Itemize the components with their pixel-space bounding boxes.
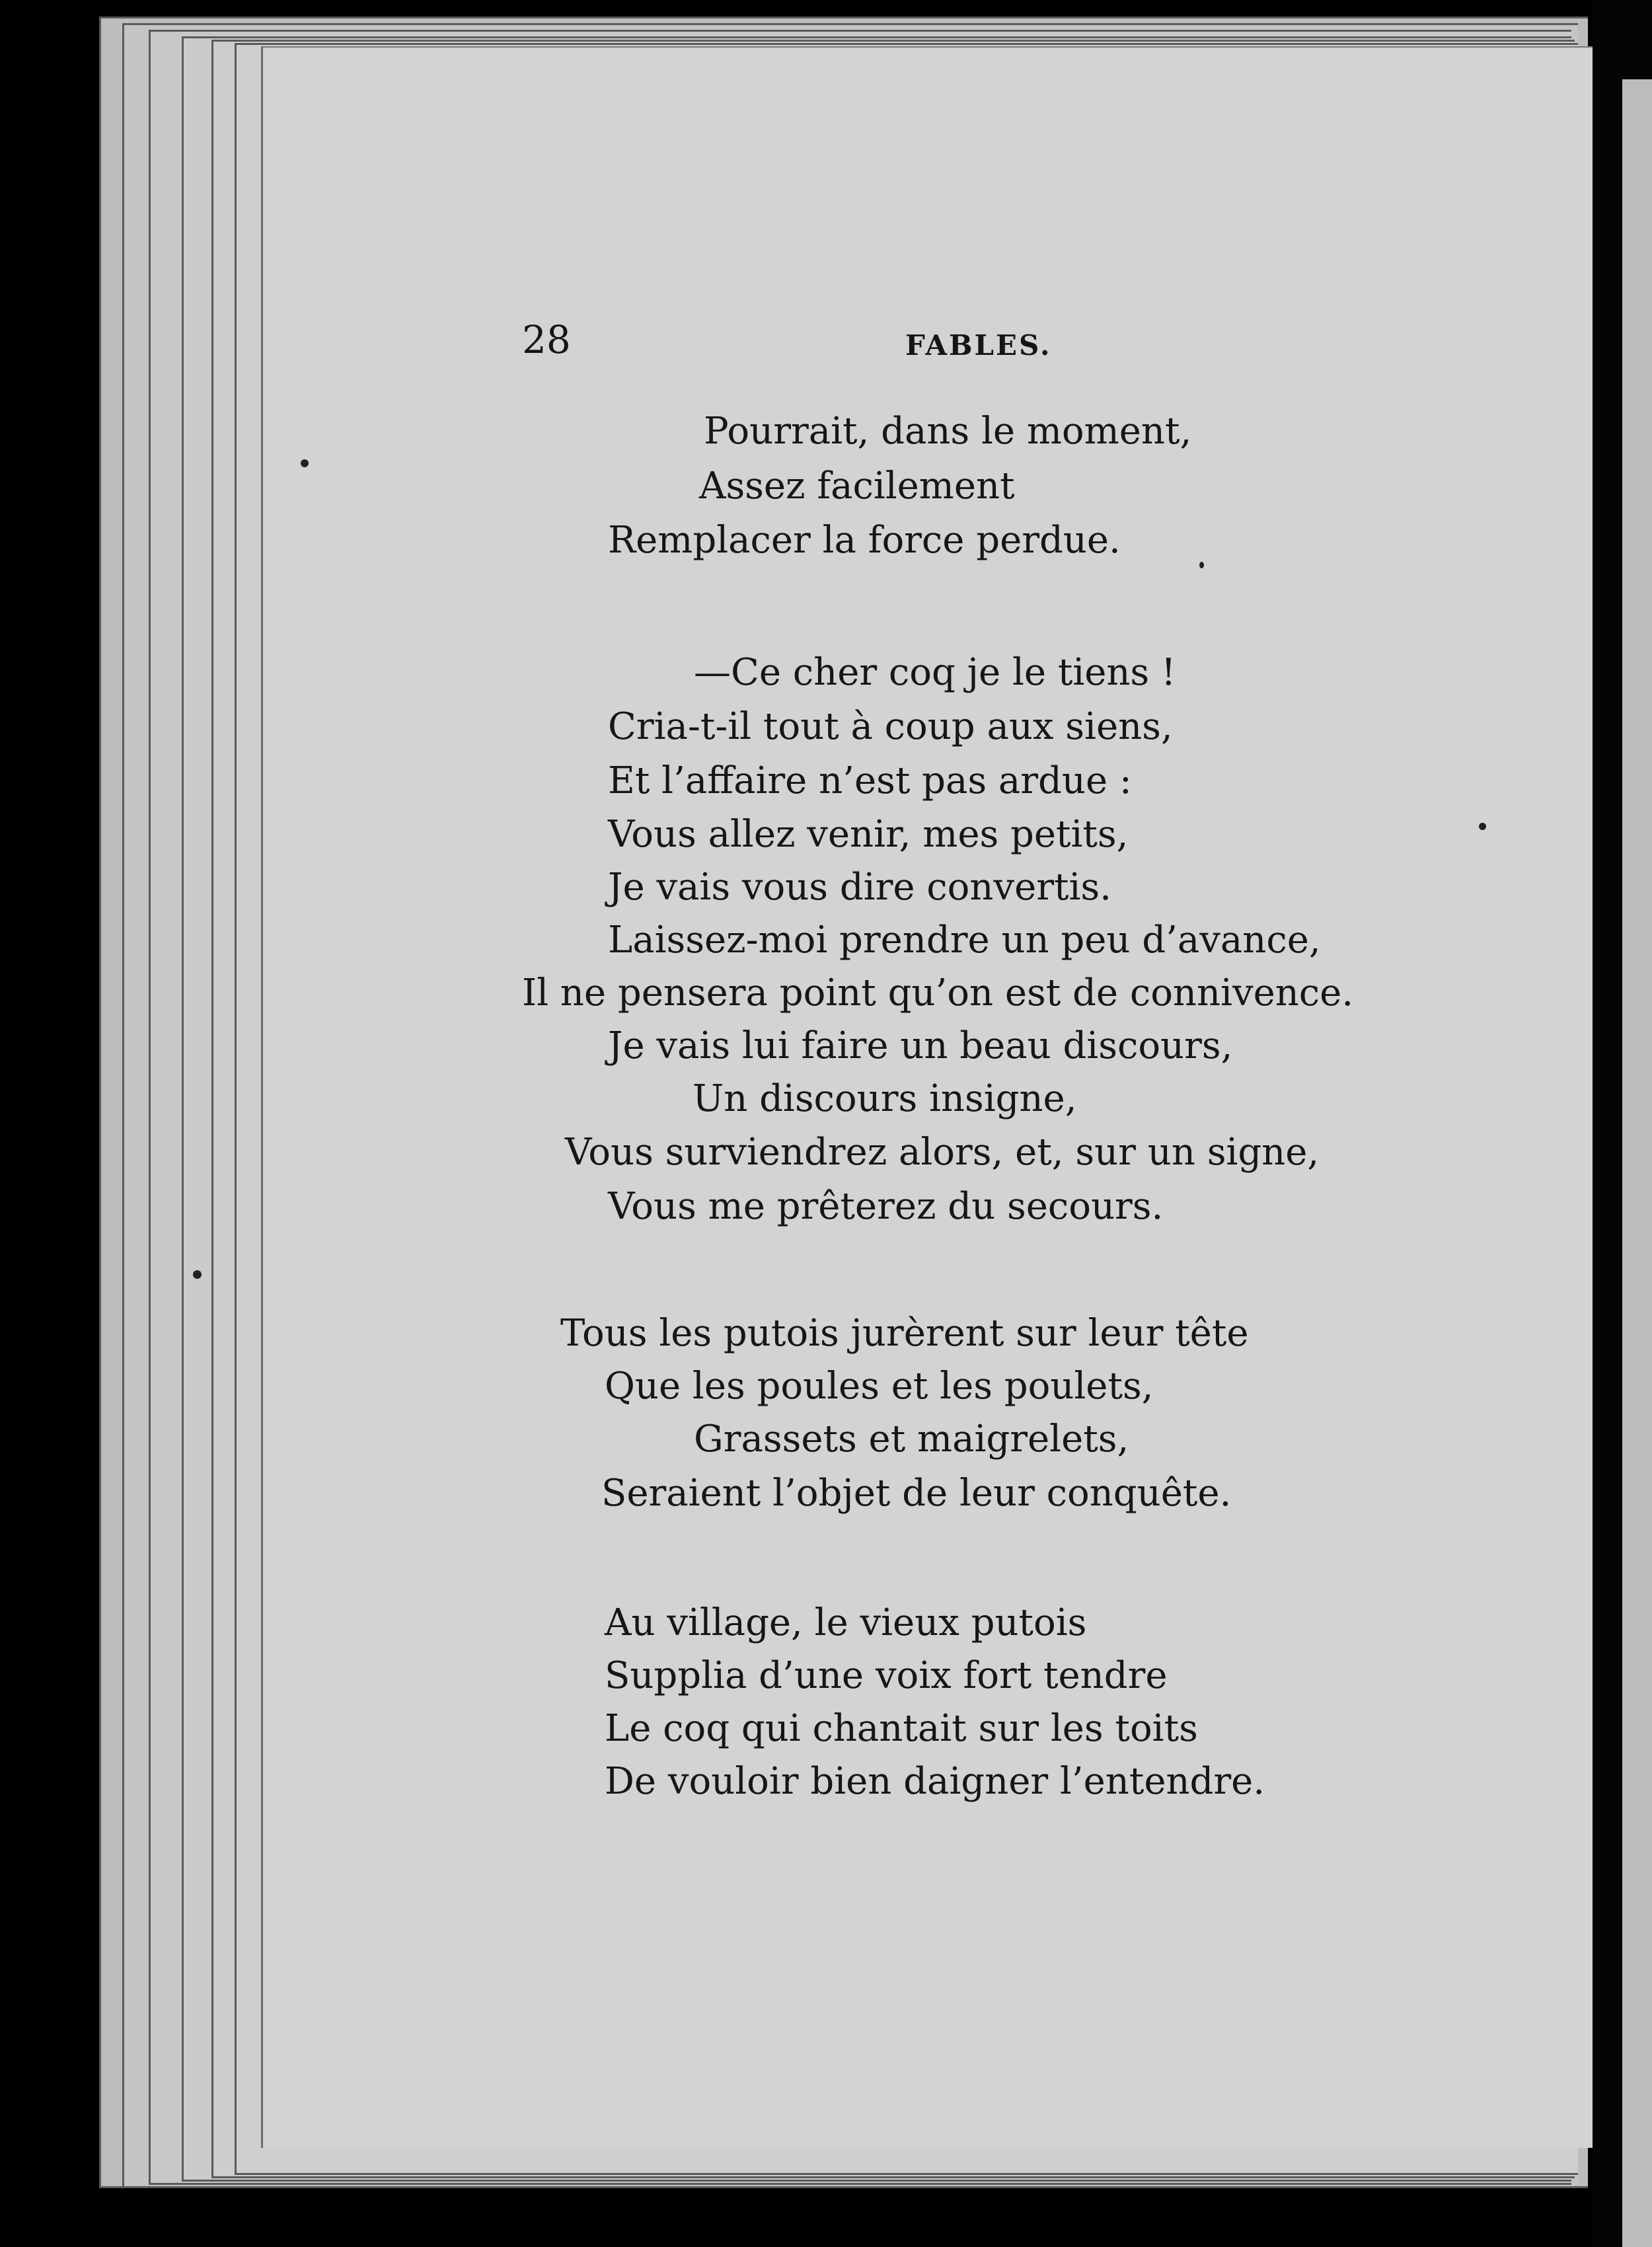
- verse-line: Seraient l’objet de leur conquête.: [601, 1472, 1232, 1515]
- verse-line: Et l’affaire n’est pas ardue :: [608, 759, 1132, 802]
- page-number: 28: [522, 317, 571, 362]
- verse-line: Vous surviendrez alors, et, sur un signe,: [565, 1131, 1320, 1174]
- running-head: FABLES.: [905, 329, 1052, 362]
- verse-line: Au village, le vieux putois: [605, 1601, 1087, 1644]
- verse-line: —Ce cher coq je le tiens !: [694, 651, 1176, 694]
- verse-line: Grassets et maigrelets,: [694, 1418, 1129, 1461]
- verse-line: Remplacer la force perdue.: [608, 519, 1121, 562]
- verse-line: Laissez-moi prendre un peu d’avance,: [608, 919, 1321, 962]
- verse-line: Le coq qui chantait sur les toits: [605, 1707, 1198, 1750]
- verse-line: Que les poules et les poulets,: [605, 1365, 1154, 1408]
- verse-line: Cria-t-il tout à coup aux siens,: [608, 705, 1173, 748]
- verse-line: Pourrait, dans le moment,: [704, 410, 1192, 453]
- verse-line: Supplia d’une voix fort tendre: [605, 1654, 1168, 1697]
- verse-line: Vous allez venir, mes petits,: [608, 813, 1129, 856]
- verse-line: De vouloir bien daigner l’entendre.: [605, 1760, 1265, 1803]
- verse-line: Je vais vous dire convertis.: [608, 866, 1111, 909]
- verse-line: Je vais lui faire un beau discours,: [608, 1024, 1233, 1067]
- verse-line: Vous me prêterez du secours.: [608, 1185, 1164, 1228]
- verse-line: Assez facilement: [699, 465, 1015, 508]
- verse-line: Tous les putois jurèrent sur leur tête: [560, 1312, 1249, 1355]
- verse-line: Un discours insigne,: [693, 1077, 1077, 1120]
- verse-line: Il ne pensera point qu’on est de connivence.: [522, 971, 1354, 1014]
